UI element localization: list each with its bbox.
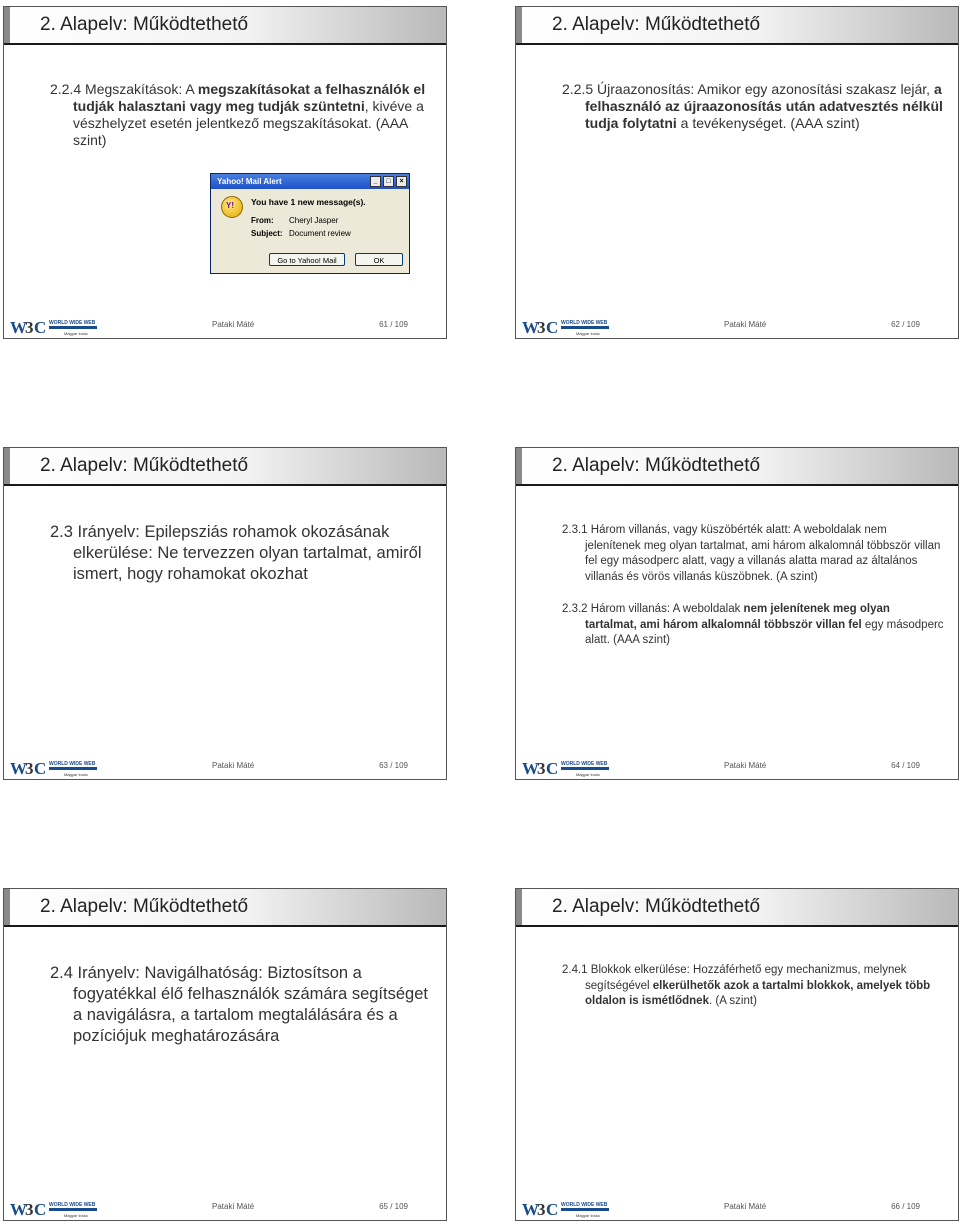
slide-title-bar [4, 448, 446, 486]
slide-title-bar [516, 889, 958, 927]
svg-text:WORLD WIDE WEB: WORLD WIDE WEB [561, 1202, 608, 1208]
w3c-logo [9, 316, 99, 338]
close-icon: × [396, 176, 407, 187]
svg-text:C: C [546, 1200, 559, 1219]
svg-text:C: C [546, 318, 559, 337]
footer-author: Pataki Máté [212, 320, 255, 329]
svg-text:C: C [546, 759, 559, 778]
footer-author: Pataki Máté [724, 320, 767, 329]
svg-text:WORLD WIDE WEB: WORLD WIDE WEB [49, 1202, 96, 1208]
paragraph: 2.3.2 Három villanás: A weboldalak nem jelenítenek meg olyan tartalmat, ami három alkalomnál többször villan fel egy másodperc alatt. (AAA szint) [562, 603, 944, 646]
slide-title: 2. Alapelv: Működtethető [40, 896, 249, 917]
alert-titlebar: Yahoo! Mail Alert _ □ × [211, 174, 409, 189]
page-number: 63 / 109 [379, 761, 408, 770]
alert-subject-row: Subject: Document review [251, 229, 351, 238]
footer-author: Pataki Máté [724, 1202, 767, 1211]
slide-title: 2. Alapelv: Működtethető [40, 14, 249, 35]
svg-text:3: 3 [25, 318, 34, 337]
slide-64 [515, 447, 959, 780]
svg-text:W: W [10, 318, 27, 337]
svg-text:C: C [34, 1200, 47, 1219]
svg-text:WORLD WIDE WEB: WORLD WIDE WEB [49, 761, 96, 767]
footer-author: Pataki Máté [724, 761, 767, 770]
svg-text:3: 3 [537, 759, 546, 778]
svg-text:WORLD WIDE WEB: WORLD WIDE WEB [49, 320, 96, 326]
slide-61 [3, 6, 447, 339]
yahoo-messenger-icon [221, 196, 243, 218]
slide-title: 2. Alapelv: Működtethető [40, 455, 249, 476]
slide-footer [516, 757, 958, 779]
page-number: 64 / 109 [891, 761, 920, 770]
w3c-logo [521, 1198, 611, 1220]
w3c-logo [9, 757, 99, 779]
svg-text:W: W [522, 318, 539, 337]
page-number: 66 / 109 [891, 1202, 920, 1211]
paragraph: 2.4 Irányelv: Navigálhatóság: Biztosítson a fogyatékkal élő felhasználók számára segítséget a navigálásra, a tartalom megtalálására és a pozíciójuk meghatározására [50, 964, 428, 1045]
svg-text:W: W [10, 1200, 27, 1219]
svg-text:C: C [34, 759, 47, 778]
slide-title-bar [516, 7, 958, 45]
svg-text:3: 3 [25, 759, 34, 778]
slide-title-bar [4, 7, 446, 45]
w3c-logo [9, 1198, 99, 1220]
slide-footer [516, 1198, 958, 1220]
slide-body [562, 81, 944, 132]
svg-text:Magyar Iroda: Magyar Iroda [576, 1213, 600, 1218]
paragraph: 2.4.1 Blokkok elkerülése: Hozzáférhető egy mechanizmus, melynek segítségével elkerülhetők azok a tartalmi blokkok, amelyek több oldalon is ismétlődnek. (A szint) [562, 964, 931, 1007]
paragraph: 2.2.5 Újraazonosítás: Amikor egy azonosítási szakasz lejár, a felhasználó az újraazonosítás után adatvesztés nélkül tudja folytatni a tevékenységet. (AAA szint) [562, 81, 943, 131]
slide-title: 2. Alapelv: Működtethető [552, 455, 761, 476]
ok-button: OK [355, 253, 403, 266]
svg-text:3: 3 [537, 1200, 546, 1219]
svg-text:3: 3 [537, 318, 546, 337]
slide-footer [4, 1198, 446, 1220]
footer-author: Pataki Máté [212, 1202, 255, 1211]
go-to-yahoo-mail-button: Go to Yahoo! Mail [269, 253, 345, 266]
svg-text:W: W [522, 759, 539, 778]
paragraph: 2.2.4 Megszakítások: A megszakításokat a felhasználók el tudják halasztani vagy meg tudják szüntetni, kivéve a vészhelyzet esetén jelentkező megszakításokat. (AAA szint) [50, 81, 426, 148]
svg-text:WORLD WIDE WEB: WORLD WIDE WEB [561, 320, 608, 326]
slide-body [562, 963, 944, 1010]
svg-text:W: W [10, 759, 27, 778]
w3c-logo [521, 757, 611, 779]
alert-message: You have 1 new message(s). [251, 197, 366, 207]
svg-text:Magyar Iroda: Magyar Iroda [64, 1213, 88, 1218]
minimize-icon: _ [370, 176, 381, 187]
slide-body [50, 963, 432, 1047]
slide-footer [4, 316, 446, 338]
svg-text:Magyar Iroda: Magyar Iroda [64, 772, 88, 777]
slide-footer [4, 757, 446, 779]
slide-62 [515, 6, 959, 339]
slide-footer [516, 316, 958, 338]
svg-text:Magyar Iroda: Magyar Iroda [576, 331, 600, 336]
svg-text:WORLD WIDE WEB: WORLD WIDE WEB [561, 761, 608, 767]
slide-65 [3, 888, 447, 1221]
slide-63 [3, 447, 447, 780]
slide-title-bar [516, 448, 958, 486]
w3c-logo [521, 316, 611, 338]
svg-text:Magyar Iroda: Magyar Iroda [64, 331, 88, 336]
page-number: 62 / 109 [891, 320, 920, 329]
page-number: 61 / 109 [379, 320, 408, 329]
svg-text:C: C [34, 318, 47, 337]
slide-title-bar [4, 889, 446, 927]
slide-body [50, 81, 432, 149]
maximize-icon: □ [383, 176, 394, 187]
page-number: 65 / 109 [379, 1202, 408, 1211]
slide-66 [515, 888, 959, 1221]
footer-author: Pataki Máté [212, 761, 255, 770]
alert-from-row: From: Cheryl Jasper [251, 216, 339, 225]
svg-text:W: W [522, 1200, 539, 1219]
slide-body [50, 522, 432, 585]
slide-body [562, 523, 944, 649]
yahoo-mail-alert-screenshot [210, 173, 410, 274]
svg-text:Magyar Iroda: Magyar Iroda [576, 772, 600, 777]
paragraph: 2.3 Irányelv: Epilepsziás rohamok okozásának elkerülése: Ne tervezzen olyan tartalmat, amiről ismert, hogy rohamokat okozhat [50, 523, 422, 583]
slide-title: 2. Alapelv: Működtethető [552, 14, 761, 35]
svg-text:3: 3 [25, 1200, 34, 1219]
slide-title: 2. Alapelv: Működtethető [552, 896, 761, 917]
paragraph: 2.3.1 Három villanás, vagy küszöbérték alatt: A weboldalak nem jelenítenek meg olyan tartalmat, ami három alkalomnál többször villan fel egy másodperc alatt, vagy a villanás alatta marad az általános villanás és vörös villanás küszöbnek. (A szint) [562, 524, 941, 583]
